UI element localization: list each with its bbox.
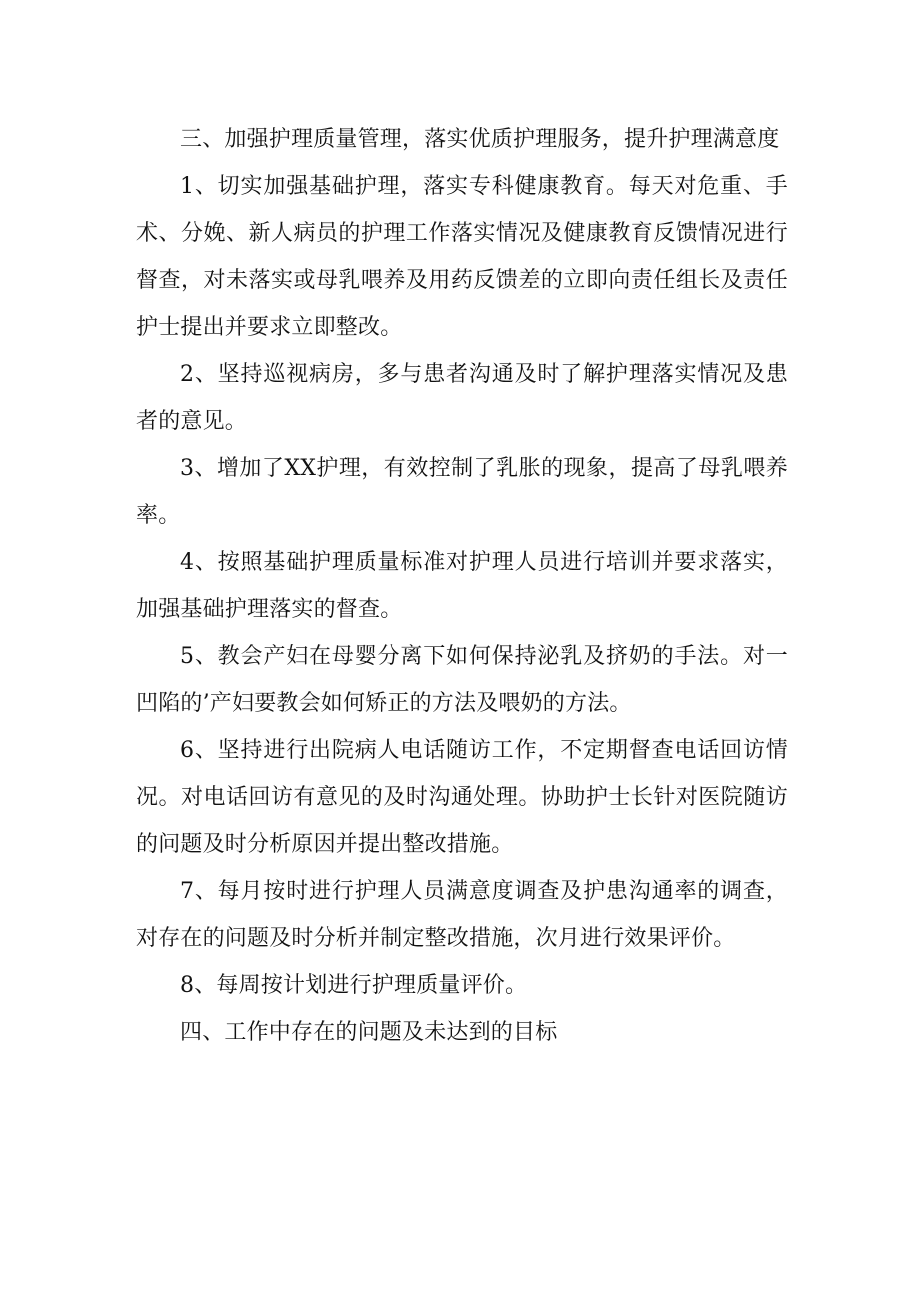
document-body xyxy=(136,116,788,1056)
paragraph-item-4: 4、按照基础护理质量标准对护理人员进行培训并要求落实，加强基础护理落实的督查。 xyxy=(136,550,788,622)
paragraph-item-8: 8、每周按计划进行护理质量评价。 xyxy=(180,973,528,998)
section-heading-three: 三、加强护理质量管理，落实优质护理服务，提升护理满意度 xyxy=(180,127,780,152)
paragraph-item-2: 2、坚持巡视病房，多与患者沟通及时了解护理落实情况及患者的意见。 xyxy=(136,362,788,434)
paragraph-item-1: 1、切实加强基础护理，落实专科健康教育。每天对危重、手术、分娩、新人病员的护理工作落实情况及健康教育反馈情况进行督查，对未落实或母乳喂养及用药反馈差的立即向责任组长及责任护士提出并要求立即整改。 xyxy=(136,174,788,340)
section-heading-four: 四、工作中存在的问题及未达到的目标 xyxy=(180,1020,558,1045)
paragraph-item-7: 7、每月按时进行护理人员满意度调查及护患沟通率的调查，对存在的问题及时分析并制定整改措施，次月进行效果评价。 xyxy=(136,879,788,951)
paragraph-item-6: 6、坚持进行出院病人电话随访工作，不定期督查电话回访情况。对电话回访有意见的及时沟通处理。协助护士长针对医院随访的问题及时分析原因并提出整改措施。 xyxy=(136,738,788,857)
paragraph-item-5: 5、教会产妇在母婴分离下如何保持泌乳及挤奶的手法。对一凹陷的’产妇要教会如何矫正的方法及喂奶的方法。 xyxy=(136,644,788,716)
paragraph-item-3: 3、增加了XX护理，有效控制了乳胀的现象，提高了母乳喂养率。 xyxy=(136,456,788,528)
